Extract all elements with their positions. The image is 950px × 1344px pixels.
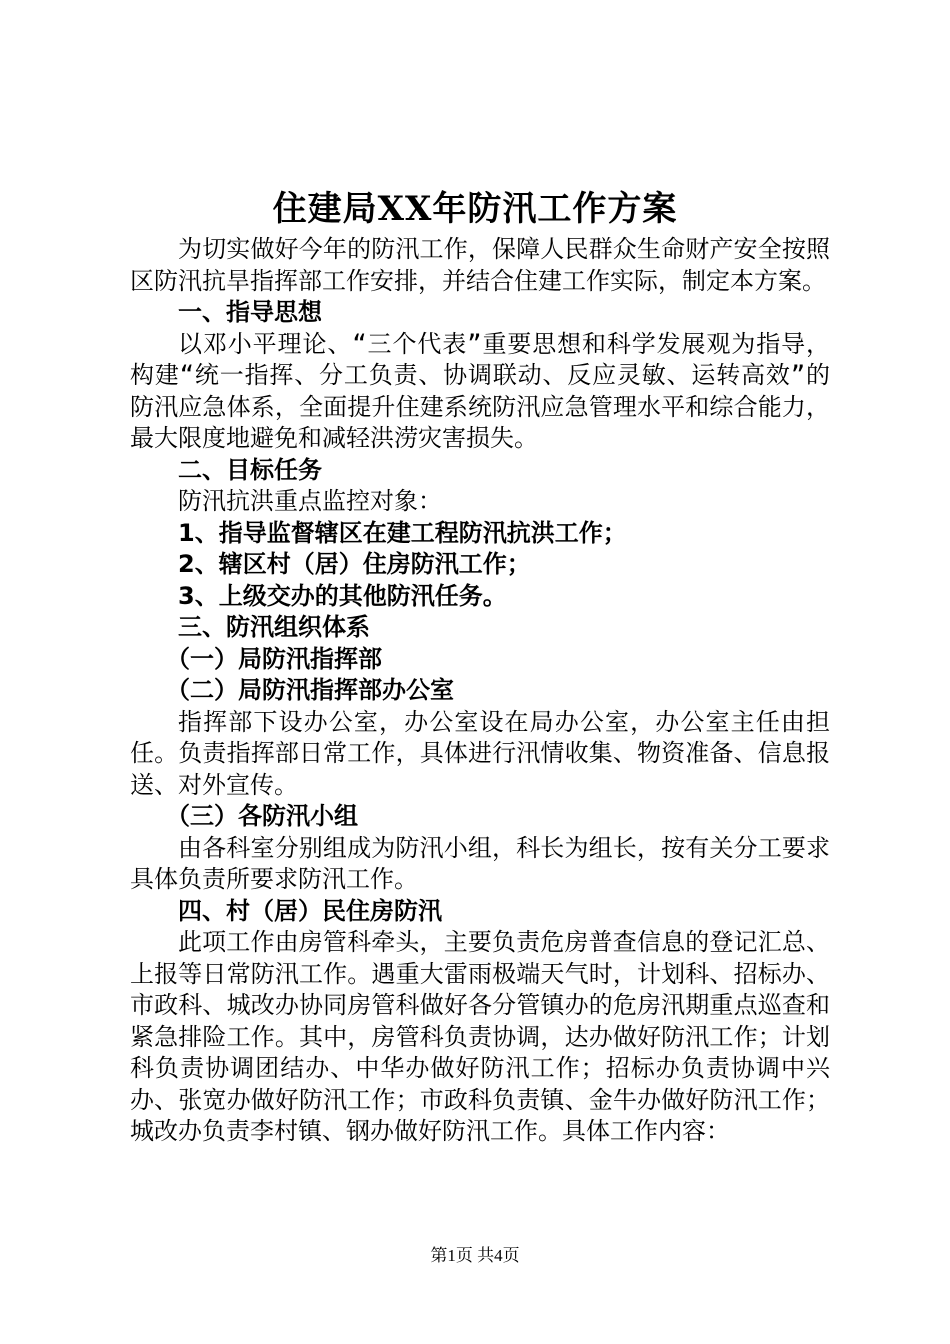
- page-number-footer: 第1页 共4页: [430, 1246, 520, 1265]
- section-1-body: 以邓小平理论、“三个代表”重要思想和科学发展观为指导，构建“统一指挥、分工负责、协调联动、反应灵敏、运转高效”的防汛应急体系，全面提升住建系统防汛应急管理水平和综合能力，最大限度地避免和减轻洪涝灾害损失。: [130, 329, 830, 452]
- section-3-sub-1: （一）局防汛指挥部: [166, 644, 382, 673]
- section-4-heading: 四、村（居）民住房防汛: [178, 896, 442, 925]
- section-3-sub-2: （二）局防汛指挥部办公室: [166, 676, 454, 704]
- section-3-sub-3: （三）各防汛小组: [166, 802, 358, 830]
- section-4-body: 此项工作由房管科牵头，主要负责危房普查信息的登记汇总、上报等日常防汛工作。遇重大雷雨极端天气时，计划科、招标办、市政科、城改办协同房管科做好各分管镇办的危房汛期重点巡查和紧急排险工作。其中，房管科负责协调，达办做好防汛工作；计划科负责协调团结办、中华办做好防汛工作；招标办负责协调中兴办、张宽办做好防汛工作；市政科负责镇、金牛办做好防汛工作；城改办负责李村镇、钢办做好防汛工作。具体工作内容：: [130, 928, 830, 1145]
- intro-paragraph: 为切实做好今年的防汛工作，保障人民群众生命财产安全按照区防汛抗旱指挥部工作安排，并结合住建工作实际，制定本方案。: [130, 235, 830, 295]
- task-item-3: 3、上级交办的其他防汛任务。: [178, 581, 507, 610]
- section-3-sub-2-body: 指挥部下设办公室，办公室设在局办公室，办公室主任由担任。负责指挥部日常工作，具体进行汛情收集、物资准备、信息报送、对外宣传。: [130, 707, 830, 799]
- document-title: 住建局XX年防汛工作方案: [272, 189, 678, 229]
- section-2-heading: 二、目标任务: [178, 455, 322, 484]
- section-2-lead: 防汛抗洪重点监控对象：: [178, 487, 442, 515]
- section-3-heading: 三、防汛组织体系: [178, 613, 370, 641]
- task-item-1: 1、指导监督辖区在建工程防汛抗洪工作；: [178, 518, 627, 547]
- document-body: [130, 234, 830, 1148]
- task-item-2: 2、辖区村（居）住房防汛工作；: [178, 550, 531, 578]
- section-1-heading: 一、指导思想: [178, 298, 322, 326]
- section-3-sub-3-body: 由各科室分别组成为防汛小组，科长为组长，按有关分工要求具体负责所要求防汛工作。: [130, 833, 830, 893]
